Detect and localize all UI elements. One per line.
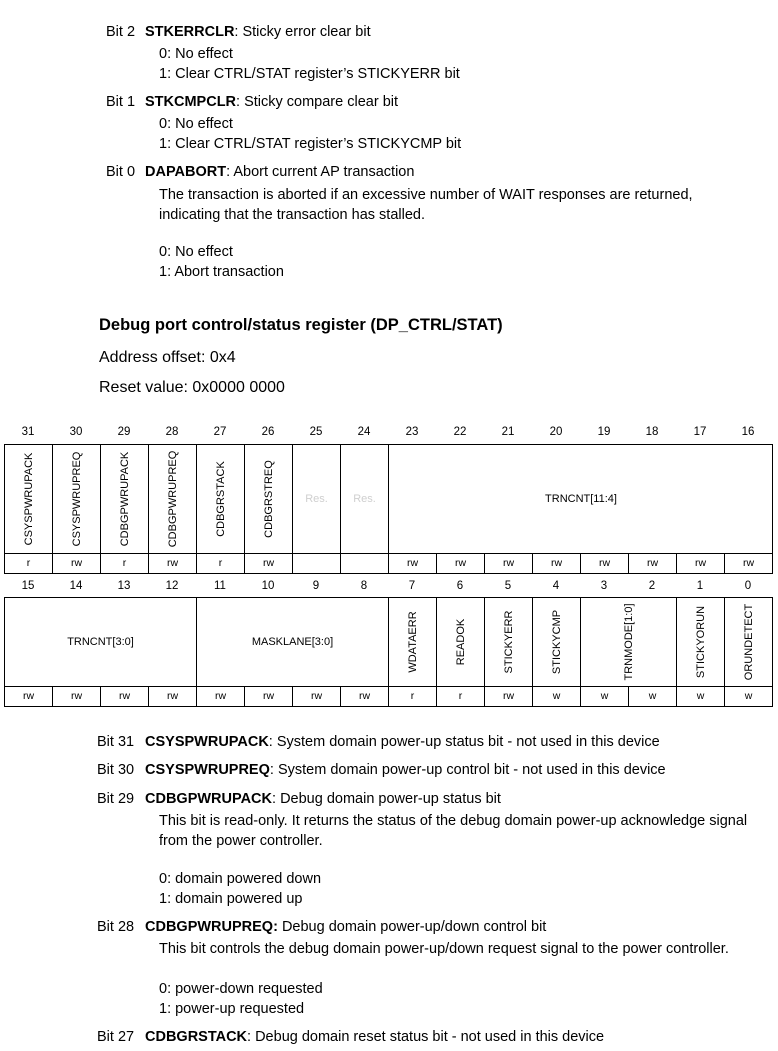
value-line: 1: Clear CTRL/STAT register’s STICKYCMP bit [159, 136, 462, 152]
access-cell: rw [436, 554, 484, 573]
field-cell: STICKYCMP [532, 598, 580, 686]
access-cell [292, 554, 340, 573]
bit-number: 24 [357, 426, 371, 438]
value-line: 1: Abort transaction [159, 264, 284, 280]
access-cell: rw [484, 554, 532, 573]
access-cell: rw [52, 687, 100, 706]
bit-number: 19 [597, 426, 611, 438]
access-cell: rw [100, 687, 148, 706]
field-summary: Debug domain power-up/down control bit [277, 919, 547, 935]
bit-number: 8 [360, 580, 368, 592]
upper-access-row [4, 553, 773, 574]
bit-number: 10 [261, 580, 275, 592]
field-name: STKERRCLR [145, 24, 235, 40]
field-cell: CDBGPWRUPREQ [148, 445, 196, 553]
field-cell: TRNMODE[1:0] [580, 598, 676, 686]
bit-number: 16 [741, 426, 755, 438]
bit-label: Bit 28 [97, 919, 135, 935]
field-cell: MASKLANE[3:0] [196, 598, 388, 686]
value-line: 0: No effect [159, 116, 233, 132]
field-cell: CDBGPWRUPACK [100, 445, 148, 553]
access-cell: w [580, 687, 628, 706]
bit-number: 6 [456, 580, 464, 592]
value-line: 0: domain powered down [159, 871, 322, 887]
access-cell: w [628, 687, 676, 706]
bit-number: 27 [213, 426, 227, 438]
access-cell: rw [52, 554, 100, 573]
access-cell [340, 554, 388, 573]
bit-label: Bit 2 [106, 24, 136, 40]
access-cell: rw [148, 687, 196, 706]
upper-field-row [4, 444, 773, 554]
bit-label: Bit 31 [97, 734, 135, 750]
access-cell: rw [724, 554, 772, 573]
field-cell: STICKYERR [484, 598, 532, 686]
access-cell: rw [244, 687, 292, 706]
bit-number: 25 [309, 426, 323, 438]
field-cell: CDBGRSTACK [196, 445, 244, 553]
bit-number: 9 [312, 580, 320, 592]
bit-number: 22 [453, 426, 467, 438]
access-cell: rw [148, 554, 196, 573]
access-cell: r [4, 554, 52, 573]
field-cell: TRNCNT[3:0] [4, 598, 196, 686]
access-cell: w [532, 687, 580, 706]
access-cell: rw [292, 687, 340, 706]
field-name: CSYSPWRUPACK [145, 734, 269, 750]
bit-label: Bit 27 [97, 1029, 135, 1045]
bit-number: 0 [744, 580, 752, 592]
field-name: CDBGPWRUPACK [145, 791, 273, 807]
field-cell: CDBGRSTREQ [244, 445, 292, 553]
bit-number: 12 [165, 580, 179, 592]
bit-number: 13 [117, 580, 131, 592]
field-paragraph: This bit controls the debug domain power-up/down request signal to the power controller. [159, 941, 729, 957]
field-cell: CSYSPWRUPREQ [52, 445, 100, 553]
field-summary: : Abort current AP transaction [226, 164, 415, 180]
field-name: CDBGRSTACK [145, 1029, 248, 1045]
field-cell: STICKYORUN [676, 598, 724, 686]
bit-label: Bit 0 [106, 164, 136, 180]
bit-number: 7 [408, 580, 416, 592]
access-cell: rw [580, 554, 628, 573]
reset-value: Reset value: 0x0000 0000 [99, 379, 285, 396]
field-summary: : Sticky error clear bit [234, 24, 371, 40]
bit-number: 26 [261, 426, 275, 438]
access-cell: rw [532, 554, 580, 573]
field-summary: : Debug domain power-up status bit [272, 791, 501, 807]
bit-label: Bit 30 [97, 762, 135, 778]
value-line: 0: No effect [159, 46, 233, 62]
field-name: DAPABORT [145, 164, 227, 180]
field-name: STKCMPCLR [145, 94, 237, 110]
value-line: 0: No effect [159, 244, 233, 260]
lower-access-row [4, 686, 773, 707]
access-cell: r [388, 687, 436, 706]
value-line: 1: Clear CTRL/STAT register’s STICKYERR bit [159, 66, 460, 82]
access-cell: rw [340, 687, 388, 706]
bit-number: 2 [648, 580, 656, 592]
bit-number: 30 [69, 426, 83, 438]
field-paragraph: The transaction is aborted if an excessive number of WAIT responses are returned, indicating that the transaction has stalled. [159, 187, 693, 223]
field-cell: READOK [436, 598, 484, 686]
bit-number: 29 [117, 426, 131, 438]
access-cell: r [196, 554, 244, 573]
bit-number: 28 [165, 426, 179, 438]
bit-label: Bit 1 [106, 94, 136, 110]
bit-number: 20 [549, 426, 563, 438]
field-summary: : System domain power-up control bit - not used in this device [269, 762, 666, 778]
field-paragraph: This bit is read-only. It returns the status of the debug domain power-up acknowledge signal from the power controller. [159, 813, 748, 849]
bit-number: 18 [645, 426, 659, 438]
field-summary: : Sticky compare clear bit [236, 94, 399, 110]
bit-number: 17 [693, 426, 707, 438]
bit-number: 3 [600, 580, 608, 592]
address-offset: Address offset: 0x4 [99, 349, 236, 366]
field-summary: : System domain power-up status bit - not used in this device [268, 734, 660, 750]
access-cell: rw [4, 687, 52, 706]
field-cell: ORUNDETECT [724, 598, 773, 686]
bit-number: 15 [21, 580, 35, 592]
access-cell: rw [676, 554, 724, 573]
value-line: 1: domain powered up [159, 891, 303, 907]
field-cell: TRNCNT[11:4] [388, 445, 773, 553]
bit-number: 23 [405, 426, 419, 438]
bit-number: 14 [69, 580, 83, 592]
lower-field-row [4, 597, 773, 687]
value-line: 1: power-up requested [159, 1001, 305, 1017]
access-cell: r [436, 687, 484, 706]
access-cell: w [676, 687, 724, 706]
field-summary: : Debug domain reset status bit - not used in this device [247, 1029, 605, 1045]
bit-number: 1 [696, 580, 704, 592]
access-cell: w [724, 687, 772, 706]
access-cell: r [100, 554, 148, 573]
reserved-cell: Res. [292, 445, 340, 553]
bit-number: 5 [504, 580, 512, 592]
access-cell: rw [628, 554, 676, 573]
bit-label: Bit 29 [97, 791, 135, 807]
field-name: CSYSPWRUPREQ [145, 762, 270, 778]
bit-number: 21 [501, 426, 515, 438]
field-cell: CSYSPWRUPACK [4, 445, 52, 553]
access-cell: rw [196, 687, 244, 706]
register-title: Debug port control/status register (DP_CTRL/STAT) [99, 316, 503, 334]
bit-number: 11 [214, 580, 226, 592]
access-cell: rw [388, 554, 436, 573]
access-cell: rw [484, 687, 532, 706]
value-line: 0: power-down requested [159, 981, 323, 997]
access-cell: rw [244, 554, 292, 573]
field-cell: WDATAERR [388, 598, 436, 686]
bit-number: 31 [21, 426, 35, 438]
field-name: CDBGPWRUPREQ: [145, 919, 278, 935]
bit-number: 4 [552, 580, 560, 592]
reserved-cell: Res. [340, 445, 388, 553]
